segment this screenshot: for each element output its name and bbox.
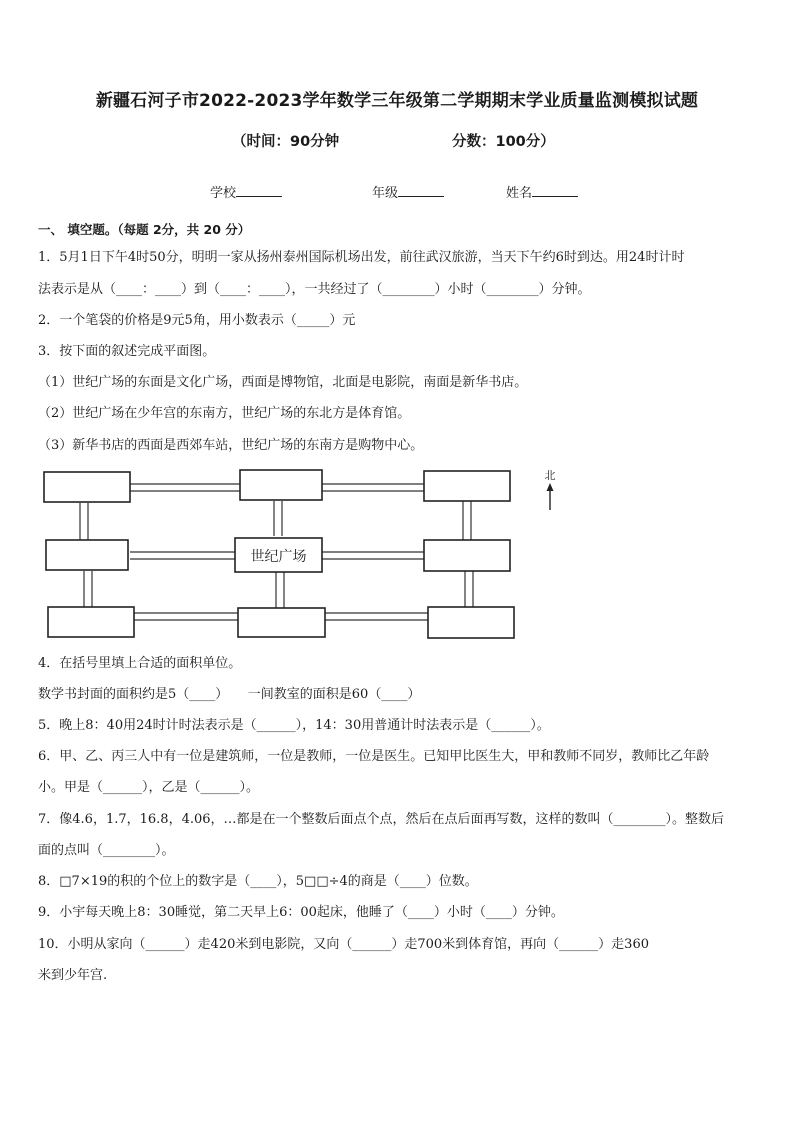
map-box-southeast [428, 607, 514, 638]
grade-label: 年级 [372, 186, 399, 201]
question-line: 2．一个笔袋的价格是9元5角，用小数表示（_____）元 [38, 313, 356, 328]
school-label: 学校 [210, 186, 237, 201]
question-line: （2）世纪广场在少年宫的东南方，世纪广场的东北方是体育馆。 [38, 406, 411, 421]
grade-blank[interactable] [398, 184, 444, 197]
question-line: （3）新华书店的西面是西郊车站，世纪广场的东南方是购物中心。 [38, 438, 424, 453]
map-box-southwest [48, 607, 134, 637]
map-box-north [240, 470, 322, 500]
map-box-east [424, 540, 510, 571]
map-box-south [238, 608, 325, 637]
question-line: 9．小宇每天晚上8：30睡觉，第二天早上6：00起床，他睡了（____）小时（____）分钟。 [38, 905, 564, 920]
question-line: 1．5月1日下午4时50分，明明一家从扬州泰州国际机场出发，前往武汉旅游，当天下午约6时到达。用24时计时 [38, 250, 685, 265]
exam-score: 分数：100分） [452, 134, 555, 150]
question-line: 8．□7×19的积的个位上的数字是（____），5□□÷4的商是（____）位数。 [38, 874, 478, 889]
question-line: 4．在括号里填上合适的面积单位。 [38, 656, 242, 671]
map-box-northeast [424, 471, 510, 501]
question-line: 7．像4.6，1.7，16.8，4.06，…都是在一个整数后面点个点，然后在点后面再写数，这样的数叫（________）。整数后 [38, 812, 725, 827]
name-label: 姓名 [506, 186, 533, 201]
map-box-northwest [44, 472, 130, 502]
question-line: 法表示是从（____：____）到（____：____），一共经过了（________）小时（________）分钟。 [38, 282, 591, 297]
school-field[interactable] [210, 182, 282, 201]
question-line: 5．晚上8：40用24时计时法表示是（______），14：30用普通计时法表示是（______）。 [38, 718, 550, 733]
question-line: 3．按下面的叙述完成平面图。 [38, 344, 216, 359]
grade-field[interactable] [372, 182, 444, 201]
question-line: 面的点叫（________）。 [38, 843, 175, 858]
question-line: 小。甲是（______），乙是（______）。 [38, 780, 260, 795]
north-arrow-icon [540, 466, 560, 516]
page-title: 新疆石河子市2022-2023学年数学三年级第二学期期末学业质量监测模拟试题 [95, 91, 699, 111]
name-field[interactable] [506, 182, 578, 201]
question-line: （1）世纪广场的东面是文化广场，西面是博物馆，北面是电影院，南面是新华书店。 [38, 375, 528, 390]
school-blank[interactable] [236, 184, 282, 197]
exam-time: （时间：90分钟 [232, 134, 340, 150]
map-box-west [46, 540, 128, 570]
question-line: 10．小明从家向（______）走420米到电影院，又向（______）走700米到体育馆，再向（______）走360 [38, 937, 649, 952]
section-heading: 一、 填空题。（每题 2分，共 20 分） [38, 222, 251, 237]
name-blank[interactable] [532, 184, 578, 197]
map-center-label: 世纪广场 [250, 549, 307, 565]
north-label: 北 [544, 469, 556, 482]
plan-map [40, 464, 560, 644]
question-line: 数学书封面的面积约是5（____） 一间教室的面积是60（____） [38, 687, 421, 702]
question-line: 米到少年宫. [38, 968, 108, 983]
question-line: 6．甲、乙、丙三人中有一位是建筑师，一位是教师，一位是医生。已知甲比医生大，甲和教师不同岁，教师比乙年龄 [38, 749, 710, 764]
